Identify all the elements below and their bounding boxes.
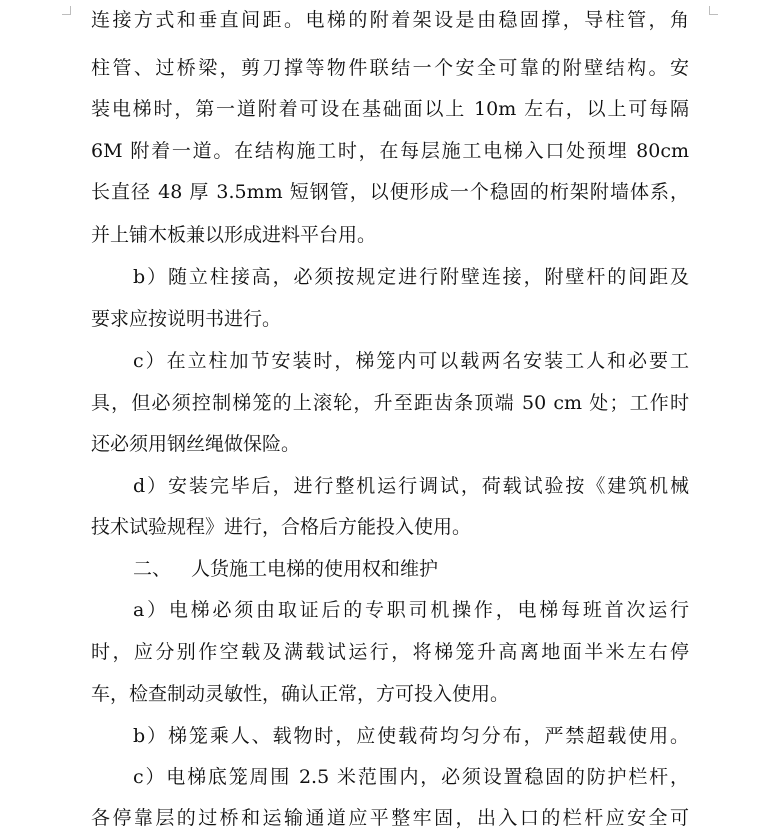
paragraph-line: 装电梯时，第一道附着可设在基础面以上 10m 左右，以上可每隔 bbox=[91, 98, 689, 120]
paragraph-line: 6M 附着一道。在结构施工时，在每层施工电梯入口处预埋 80cm bbox=[91, 140, 689, 162]
paragraph-line: c）电梯底笼周围 2.5 米范围内，必须设置稳固的防护栏杆， bbox=[133, 766, 689, 788]
section-heading-number: 二、 bbox=[133, 558, 172, 580]
paragraph-line: 时，应分别作空载及满载试运行，将梯笼升高离地面半米左右停 bbox=[91, 641, 689, 663]
section-heading-title: 人货施工电梯的使用权和维护 bbox=[191, 558, 439, 580]
paragraph-line: 并上铺木板兼以形成进料平台用。 bbox=[91, 224, 377, 246]
paragraph-line: d）安装完毕后，进行整机运行调试，荷载试验按《建筑机械 bbox=[133, 475, 689, 497]
paragraph-line: b）梯笼乘人、载物时，应使载荷均匀分布，严禁超载使用。 bbox=[133, 725, 689, 747]
paragraph-line: 连接方式和垂直间距。电梯的附着架设是由稳固撑，导柱管，角 bbox=[91, 9, 689, 31]
paragraph-line: a）电梯必须由取证后的专职司机操作，电梯每班首次运行 bbox=[133, 599, 689, 621]
paragraph-line: b）随立柱接高，必须按规定进行附壁连接，附壁杆的间距及 bbox=[133, 266, 689, 288]
paragraph-line: 车，检查制动灵敏性，确认正常，方可投入使用。 bbox=[91, 683, 510, 705]
page-corner-mark-left bbox=[62, 6, 71, 15]
paragraph-line: 各停靠层的过桥和运输通道应平整牢固，出入口的栏杆应安全可 bbox=[91, 807, 689, 829]
paragraph-line: 要求应按说明书进行。 bbox=[91, 308, 282, 330]
paragraph-line: 具，但必须控制梯笼的上滚轮，升至距齿条顶端 50 cm 处；工作时 bbox=[91, 392, 689, 414]
paragraph-line: c）在立柱加节安装时，梯笼内可以载两名安装工人和必要工 bbox=[133, 350, 689, 372]
paragraph-line: 还必须用钢丝绳做保险。 bbox=[91, 433, 301, 455]
paragraph-line: 柱管、过桥梁，剪刀撑等物件联结一个安全可靠的附壁结构。安 bbox=[91, 57, 689, 79]
paragraph-line: 技术试验规程》进行，合格后方能投入使用。 bbox=[91, 516, 472, 538]
paragraph-line: 长直径 48 厚 3.5mm 短钢管，以便形成一个稳固的桁架附墙体系， bbox=[91, 181, 689, 203]
section-heading bbox=[133, 556, 731, 582]
page-corner-mark-right bbox=[709, 6, 718, 15]
